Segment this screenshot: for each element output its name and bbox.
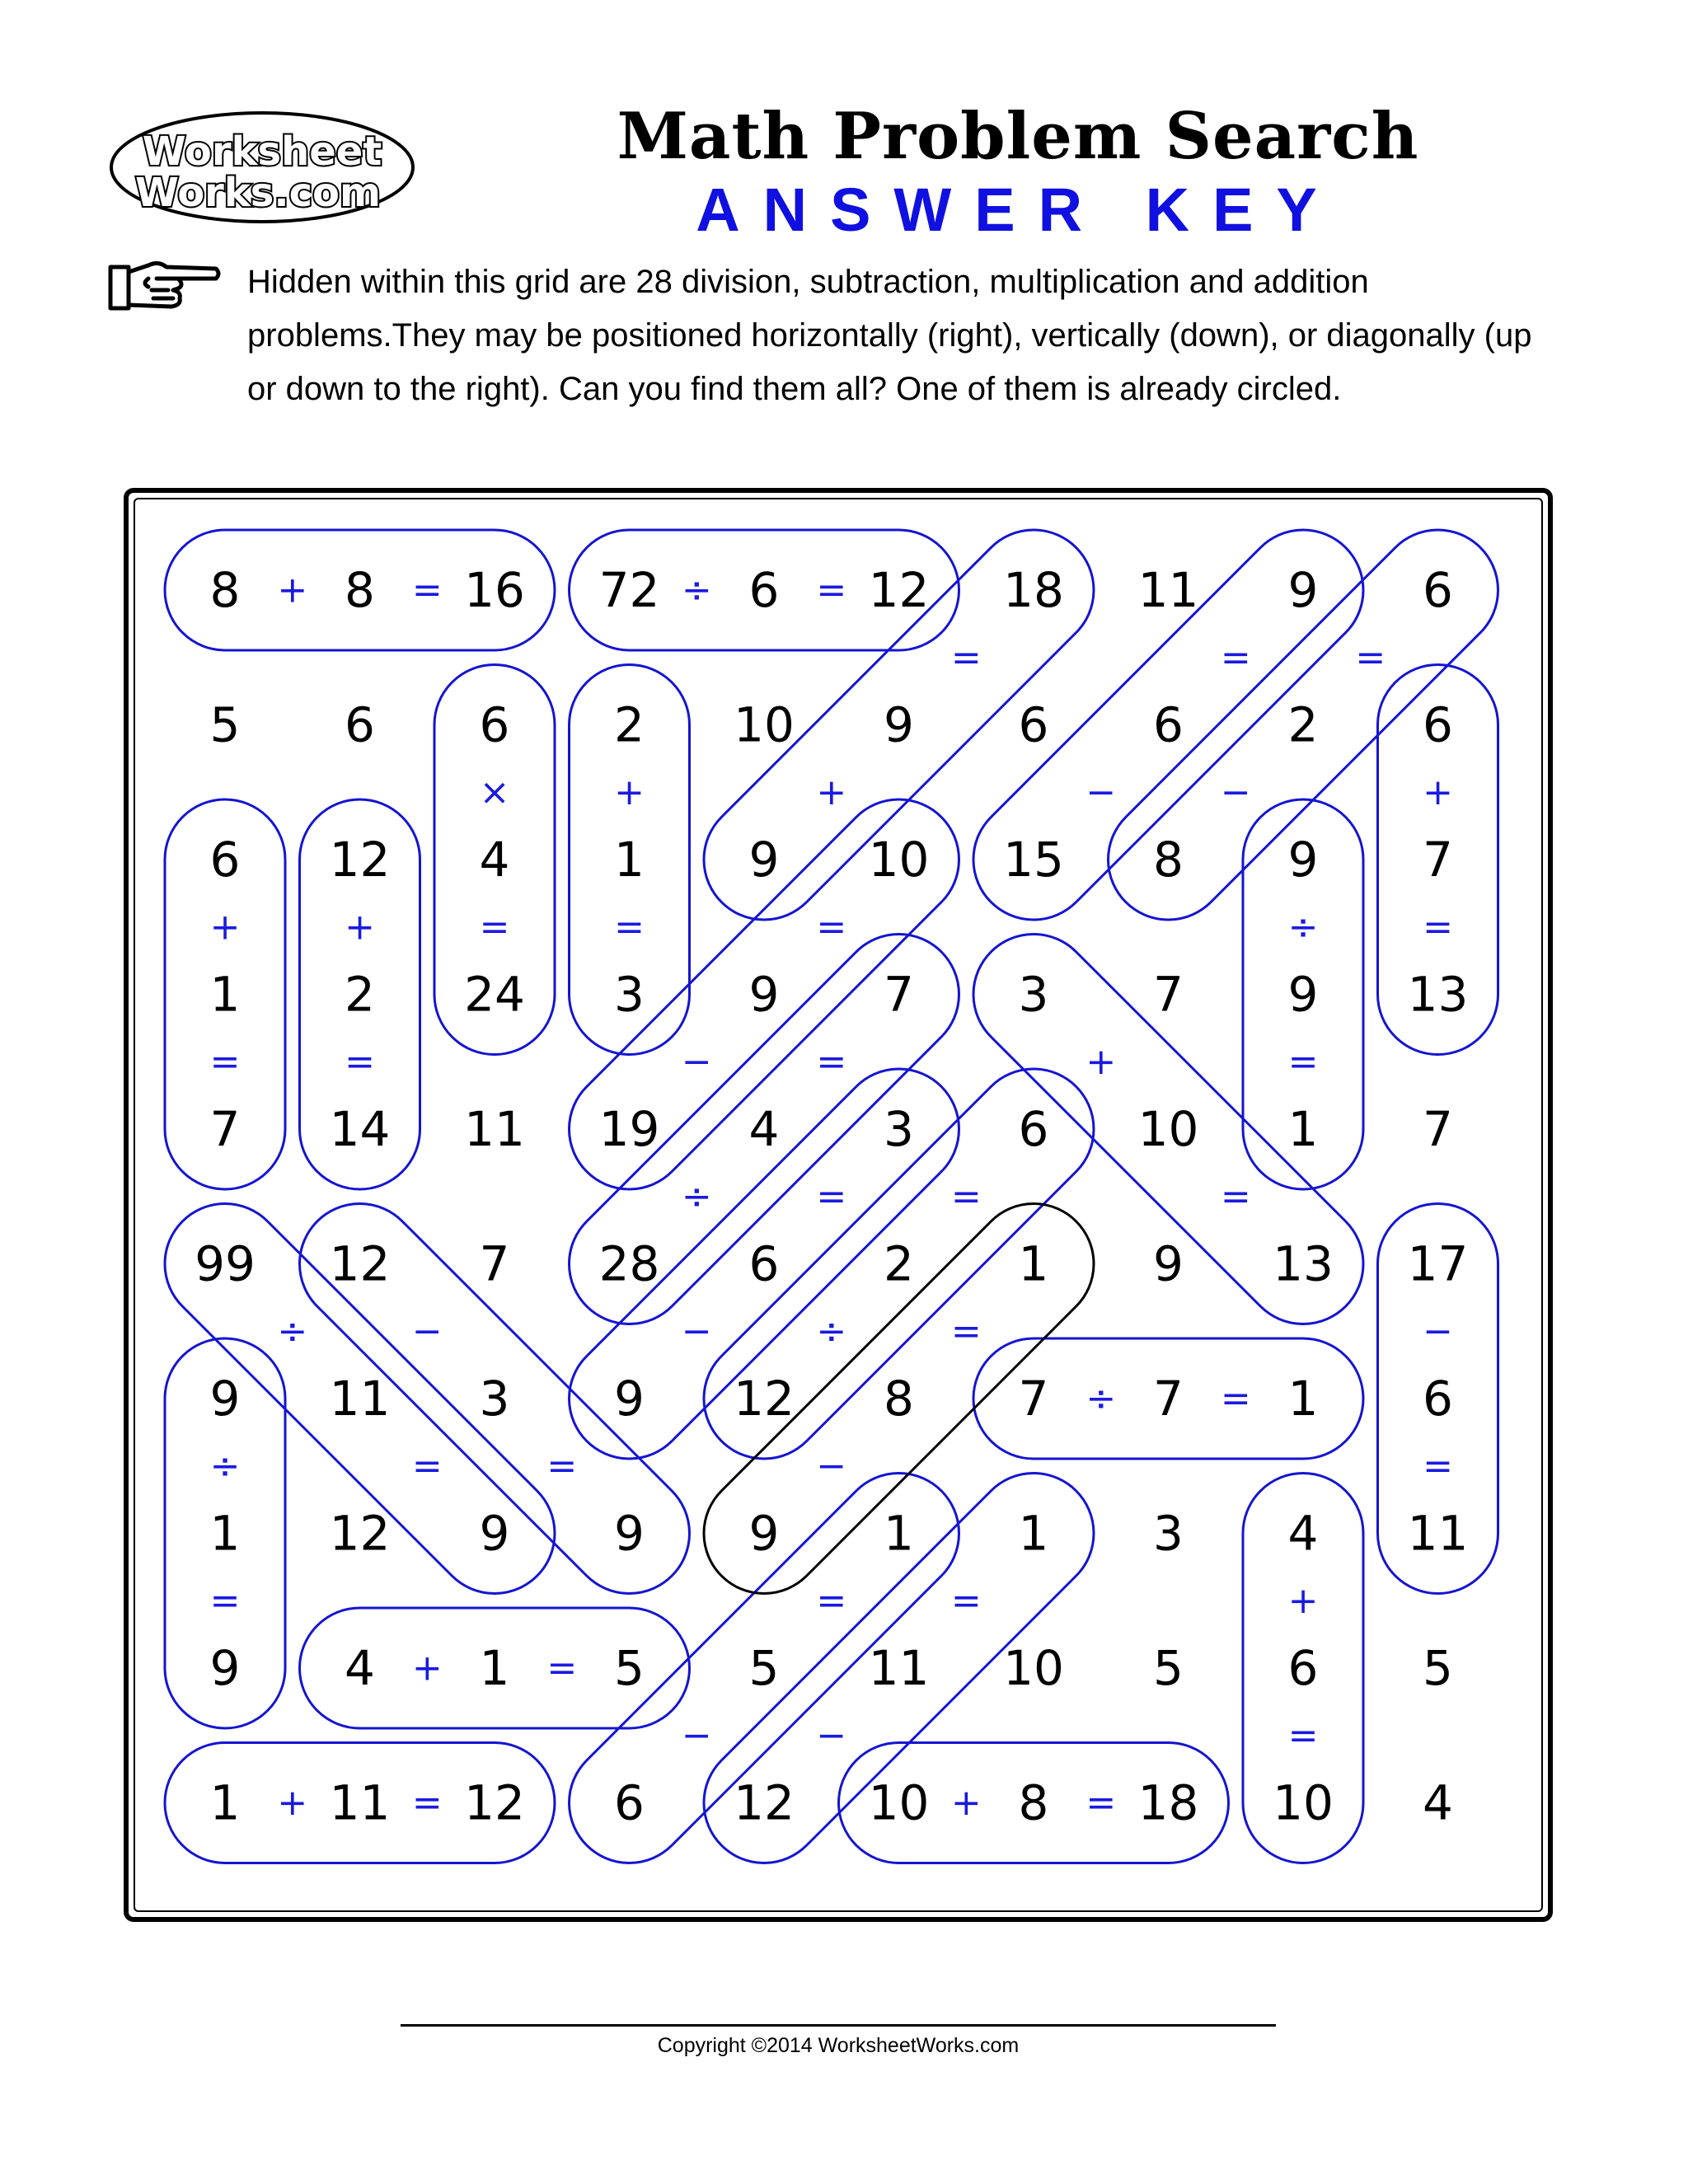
grid-number: 12	[734, 1371, 795, 1427]
grid-number: 9	[1287, 966, 1319, 1023]
grid-operator: ÷	[1085, 1377, 1117, 1420]
grid-number: 11	[868, 1640, 930, 1696]
grid-number: 5	[1423, 1640, 1453, 1696]
grid-operator: +	[1423, 771, 1453, 813]
grid-operator: −	[816, 1445, 847, 1488]
grid-number: 4	[748, 1101, 780, 1157]
grid-operator: =	[1220, 1175, 1251, 1218]
grid-number: 12	[868, 562, 930, 618]
grid-operator: −	[1423, 1310, 1453, 1352]
grid-number: 5	[748, 1640, 780, 1696]
grid-operator: −	[681, 1040, 712, 1083]
grid-number: 3	[479, 1371, 510, 1427]
grid-operator: =	[411, 1445, 443, 1488]
grid-operator: =	[1423, 1445, 1453, 1488]
grid-operator: +	[345, 906, 375, 949]
grid-operator: −	[681, 1714, 712, 1757]
grid-number: 6	[748, 1235, 780, 1292]
grid-number: 17	[1407, 1235, 1469, 1292]
grid-number: 7	[479, 1235, 510, 1292]
grid-number: 2	[1287, 696, 1319, 753]
grid-operator: =	[950, 636, 982, 679]
grid-number: 9	[748, 966, 780, 1023]
grid-number: 18	[1137, 1774, 1199, 1831]
grid-operator: =	[1085, 1782, 1117, 1824]
grid-operator: =	[546, 1445, 578, 1488]
grid-number: 19	[598, 1101, 660, 1157]
grid-number: 9	[1287, 562, 1319, 618]
grid-operator: =	[209, 1579, 241, 1622]
grid-number: 1	[1287, 1101, 1319, 1157]
grid-number: 10	[868, 1774, 930, 1831]
grid-operator: −	[411, 1310, 443, 1352]
grid-operator: −	[1085, 771, 1117, 813]
grid-number: 6	[1423, 696, 1453, 753]
grid-number: 11	[1407, 1505, 1469, 1562]
grid-operator: =	[1220, 1377, 1251, 1420]
grid-number: 7	[1018, 1371, 1049, 1427]
grid-number: 3	[1018, 966, 1049, 1023]
grid-number: 8	[1153, 832, 1184, 888]
grid-number: 8	[345, 562, 375, 618]
grid-number: 1	[209, 966, 241, 1023]
answer-key-label: ANSWER KEY	[696, 176, 1340, 244]
grid-number: 6	[209, 832, 241, 888]
grid-operator: +	[1287, 1579, 1319, 1622]
grid-operator: =	[479, 906, 510, 949]
grid-operator: =	[816, 1040, 847, 1083]
grid-number: 3	[1153, 1505, 1184, 1562]
grid-number: 1	[209, 1774, 241, 1831]
copyright-text: Copyright ©2014 WorksheetWorks.com	[657, 2034, 1020, 2057]
grid-number: 7	[884, 966, 914, 1023]
grid-number: 12	[329, 1505, 391, 1562]
grid-number: 12	[329, 832, 391, 888]
grid-number: 12	[464, 1774, 525, 1831]
grid-operator: ÷	[681, 569, 712, 612]
grid-number: 11	[1137, 562, 1199, 618]
grid-operator: +	[816, 771, 847, 813]
grid-operator: +	[277, 569, 308, 612]
grid-operator: +	[1085, 1040, 1117, 1083]
grid-number: 9	[748, 832, 780, 888]
grid-number: 6	[1423, 1371, 1453, 1427]
grid-number: 1	[479, 1640, 510, 1696]
grid-number: 5	[1153, 1640, 1184, 1696]
grid-number: 7	[209, 1101, 241, 1157]
grid-number: 4	[1423, 1774, 1453, 1831]
grid-number: 28	[598, 1235, 660, 1292]
grid-operator: =	[1355, 636, 1386, 679]
grid-number: 14	[329, 1101, 391, 1157]
grid-number: 1	[1018, 1235, 1049, 1292]
grid-number: 6	[748, 562, 780, 618]
grid-number: 4	[479, 832, 510, 888]
grid-number: 1	[614, 832, 645, 888]
grid-number: 8	[884, 1371, 914, 1427]
grid-operator: −	[816, 1714, 847, 1757]
grid-operator: +	[614, 771, 645, 813]
grid-operator: =	[1287, 1714, 1319, 1757]
grid-operators	[210, 569, 1453, 1825]
grid-number: 6	[479, 696, 510, 753]
grid-number: 7	[1423, 832, 1453, 888]
grid-number: 13	[1273, 1235, 1334, 1292]
grid-number: 10	[1137, 1101, 1199, 1157]
grid-number: 9	[209, 1371, 241, 1427]
grid-operator: =	[411, 569, 443, 612]
grid-number: 11	[329, 1774, 391, 1831]
grid-operator: ÷	[209, 1445, 241, 1488]
grid-operator: =	[816, 906, 847, 949]
grid-operator: +	[411, 1647, 443, 1690]
grid-number: 2	[884, 1235, 914, 1292]
grid-operator: −	[1220, 771, 1251, 813]
grid-number: 12	[329, 1235, 391, 1292]
grid-operator: =	[816, 1175, 847, 1218]
grid-number: 6	[1153, 696, 1184, 753]
grid-number: 99	[195, 1235, 256, 1292]
grid-operator: =	[1423, 906, 1453, 949]
grid-number: 7	[1153, 966, 1184, 1023]
grid-number: 10	[868, 832, 930, 888]
grid-number: 9	[748, 1505, 780, 1562]
grid-number: 1	[1018, 1505, 1049, 1562]
page-title: Math Problem Search	[617, 99, 1419, 174]
grid-operator: =	[950, 1175, 982, 1218]
grid-number: 24	[464, 966, 525, 1023]
grid-number: 10	[1273, 1774, 1334, 1831]
grid-operator: =	[614, 906, 645, 949]
grid-number: 2	[614, 696, 645, 753]
grid-number: 13	[1407, 966, 1469, 1023]
grid-number: 18	[1003, 562, 1064, 618]
grid-operator: ÷	[277, 1310, 308, 1352]
grid-number: 6	[614, 1774, 645, 1831]
grid-number: 11	[329, 1371, 391, 1427]
grid-operator: =	[950, 1310, 982, 1352]
grid-number: 16	[464, 562, 525, 618]
grid-number: 1	[1287, 1371, 1319, 1427]
grid-number: 6	[1018, 1101, 1049, 1157]
grid-operator: =	[411, 1782, 443, 1824]
grid-operator: +	[209, 906, 241, 949]
grid-number: 6	[1423, 562, 1453, 618]
grid-number: 5	[209, 696, 241, 753]
grid-number: 9	[1153, 1235, 1184, 1292]
grid-number: 12	[734, 1774, 795, 1831]
grid-number: 9	[1287, 832, 1319, 888]
grid-number: 9	[884, 696, 914, 753]
grid-operator: ÷	[1287, 906, 1319, 949]
grid-number: 4	[345, 1640, 375, 1696]
grid-number: 1	[884, 1505, 914, 1562]
grid-operator: =	[1287, 1040, 1319, 1083]
grid-operator: +	[277, 1782, 308, 1824]
grid-number: 3	[614, 966, 645, 1023]
grid-number: 7	[1423, 1101, 1453, 1157]
grid-number: 8	[1018, 1774, 1049, 1831]
grid-operator: −	[681, 1310, 712, 1352]
grid-number: 10	[1003, 1640, 1064, 1696]
grid-number: 10	[734, 696, 795, 753]
grid-operator: =	[1220, 636, 1251, 679]
footer-divider	[401, 2024, 1276, 2027]
grid-operator: ÷	[681, 1175, 712, 1218]
grid-operator: =	[816, 1579, 847, 1622]
grid-operator: =	[345, 1040, 375, 1083]
grid-number: 8	[209, 562, 241, 618]
grid-number: 72	[598, 562, 660, 618]
grid-number: 11	[464, 1101, 525, 1157]
grid-operator: =	[816, 569, 847, 612]
grid-number: 6	[1018, 696, 1049, 753]
grid-number: 1	[209, 1505, 241, 1562]
grid-number: 6	[345, 696, 375, 753]
logo-text-line2: Works.com	[134, 170, 382, 216]
instructions-text: Hidden within this grid are 28 division, subtraction, multiplication and addition problems.They may be positioned horizontally (right), vertically (down), or diagonally (up or down to the right). Can you find them all? One of them is already circled.	[247, 264, 1532, 407]
grid-operator: +	[950, 1782, 982, 1824]
grid-operator: ÷	[816, 1310, 847, 1352]
grid-operator: =	[209, 1040, 241, 1083]
grid-number: 15	[1003, 832, 1064, 888]
grid-number: 6	[1287, 1640, 1319, 1696]
grid-number: 9	[209, 1640, 241, 1696]
grid-number: 9	[614, 1371, 645, 1427]
grid-number: 2	[345, 966, 375, 1023]
grid-number: 4	[1287, 1505, 1319, 1562]
grid-number: 5	[614, 1640, 645, 1696]
grid-number: 3	[884, 1101, 914, 1157]
grid-operator: =	[546, 1647, 578, 1690]
grid-number: 9	[479, 1505, 510, 1562]
grid-operator: ×	[479, 771, 510, 813]
grid-operator: =	[950, 1579, 982, 1622]
logo-text-line1: Worksheet	[142, 129, 382, 175]
grid-number: 9	[614, 1505, 645, 1562]
grid-number: 7	[1153, 1371, 1184, 1427]
